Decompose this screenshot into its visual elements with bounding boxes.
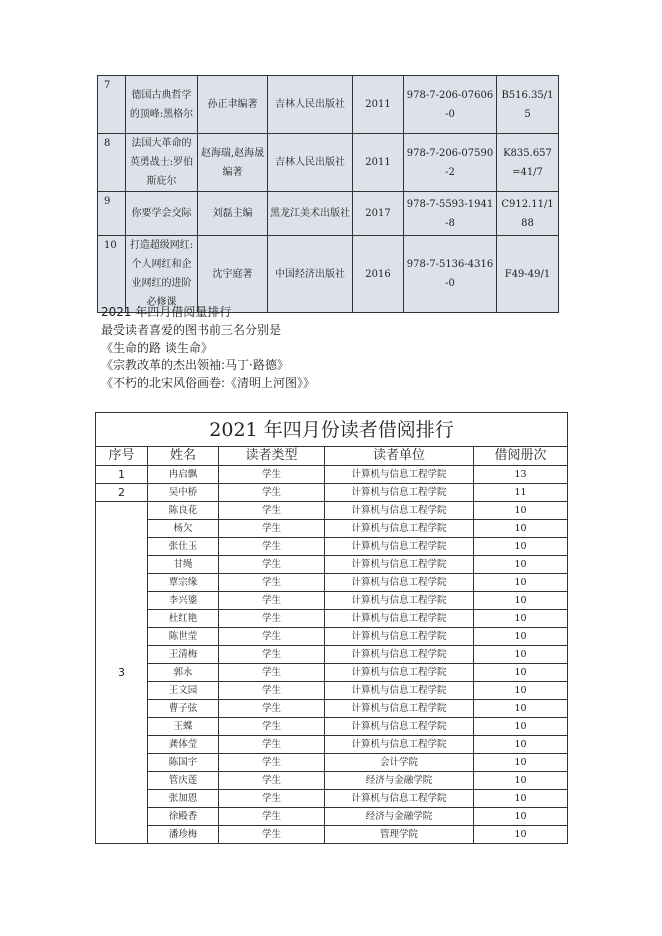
rank-cell: 2	[96, 484, 148, 502]
name-cell: 潘珍梅	[148, 826, 219, 844]
table-row	[96, 772, 568, 790]
reader-type-cell: 学生	[219, 754, 325, 772]
name-cell: 王文园	[148, 682, 219, 700]
borrow-count-cell: 10	[474, 646, 568, 664]
reader-ranking-table	[95, 412, 568, 844]
reader-unit-cell: 计算机与信息工程学院	[325, 520, 474, 538]
reader-type-cell: 学生	[219, 772, 325, 790]
name-cell: 陈良花	[148, 502, 219, 520]
borrow-count-cell: 10	[474, 520, 568, 538]
name-cell: 王清梅	[148, 646, 219, 664]
borrow-count-cell: 10	[474, 718, 568, 736]
table-row	[96, 682, 568, 700]
summary-intro: 最受读者喜爱的图书前三名分别是	[101, 322, 282, 337]
name-cell: 陈国宇	[148, 754, 219, 772]
table-row	[96, 808, 568, 826]
borrow-count-cell: 10	[474, 754, 568, 772]
name-cell: 徐殿香	[148, 808, 219, 826]
header-rank: 序号	[96, 447, 148, 466]
book-call-no: C912.11/188	[497, 192, 559, 236]
borrow-count-cell: 10	[474, 610, 568, 628]
borrow-count-cell: 10	[474, 664, 568, 682]
table-row	[96, 466, 568, 484]
reader-unit-cell: 计算机与信息工程学院	[325, 790, 474, 808]
reader-type-cell: 学生	[219, 664, 325, 682]
table-row	[96, 556, 568, 574]
book-call-no: F49-49/1	[497, 236, 559, 313]
table-row	[96, 484, 568, 502]
rank-cell: 1	[96, 466, 148, 484]
reader-type-cell: 学生	[219, 466, 325, 484]
table-row	[96, 502, 568, 520]
header-reader-type: 读者类型	[219, 447, 325, 466]
top-book-2: 《宗教改革的杰出领袖:马丁·路德》	[101, 358, 289, 373]
reader-type-cell: 学生	[219, 700, 325, 718]
reader-unit-cell: 管理学院	[325, 826, 474, 844]
table-row	[98, 134, 559, 192]
reader-type-cell: 学生	[219, 646, 325, 664]
name-cell: 陈世莹	[148, 628, 219, 646]
table-row	[96, 790, 568, 808]
name-cell: 杜红艳	[148, 610, 219, 628]
name-cell: 张加恩	[148, 790, 219, 808]
book-list-table	[97, 75, 559, 313]
header-reader-unit: 读者单位	[325, 447, 474, 466]
borrow-count-cell: 10	[474, 736, 568, 754]
table-row	[96, 754, 568, 772]
book-title: 德国古典哲学的顶峰:黑格尔	[126, 76, 198, 134]
table-row	[96, 610, 568, 628]
reader-unit-cell: 会计学院	[325, 754, 474, 772]
book-year: 2017	[353, 192, 404, 236]
name-cell: 李兴鎏	[148, 592, 219, 610]
table-row	[98, 192, 559, 236]
reader-type-cell: 学生	[219, 628, 325, 646]
reader-type-cell: 学生	[219, 718, 325, 736]
table-row	[96, 736, 568, 754]
reader-unit-cell: 计算机与信息工程学院	[325, 466, 474, 484]
reader-unit-cell: 计算机与信息工程学院	[325, 484, 474, 502]
book-no: 8	[98, 134, 126, 192]
borrow-count-cell: 10	[474, 772, 568, 790]
borrowing-summary	[101, 304, 315, 393]
book-isbn: 978-7-5136-4316-0	[404, 236, 497, 313]
book-no: 9	[98, 192, 126, 236]
name-cell: 王蝶	[148, 718, 219, 736]
name-cell: 龚体莹	[148, 736, 219, 754]
borrow-count-cell: 10	[474, 700, 568, 718]
reader-unit-cell: 计算机与信息工程学院	[325, 538, 474, 556]
name-cell: 张仕玉	[148, 538, 219, 556]
borrow-count-cell: 10	[474, 628, 568, 646]
book-call-no: K835.657=41/7	[497, 134, 559, 192]
reader-type-cell: 学生	[219, 502, 325, 520]
top-book-3: 《不朽的北宋风俗画卷:《清明上河图》》	[101, 376, 316, 391]
book-publisher: 中国经济出版社	[268, 236, 353, 313]
rank-cell: 3	[96, 502, 148, 844]
book-publisher: 吉林人民出版社	[268, 134, 353, 192]
book-author: 赵海瑞,赵海晟编著	[198, 134, 268, 192]
reader-type-cell: 学生	[219, 736, 325, 754]
borrow-count-cell: 10	[474, 592, 568, 610]
book-no: 7	[98, 76, 126, 134]
reader-unit-cell: 计算机与信息工程学院	[325, 718, 474, 736]
name-cell: 郭永	[148, 664, 219, 682]
book-author: 孙正聿编著	[198, 76, 268, 134]
name-cell: 曹子弦	[148, 700, 219, 718]
table-row	[96, 538, 568, 556]
borrow-count-cell: 11	[474, 484, 568, 502]
reader-unit-cell: 计算机与信息工程学院	[325, 610, 474, 628]
reader-unit-cell: 计算机与信息工程学院	[325, 646, 474, 664]
header-name: 姓名	[148, 447, 219, 466]
header-borrow-count: 借阅册次	[474, 447, 568, 466]
reader-type-cell: 学生	[219, 592, 325, 610]
book-title: 打造超级网红:个人网红和企业网红的进阶必修课	[126, 236, 198, 313]
borrow-count-cell: 10	[474, 556, 568, 574]
borrow-count-cell: 10	[474, 682, 568, 700]
reader-type-cell: 学生	[219, 610, 325, 628]
table-row	[96, 718, 568, 736]
borrow-count-cell: 13	[474, 466, 568, 484]
name-cell: 冉启飘	[148, 466, 219, 484]
reader-type-cell: 学生	[219, 808, 325, 826]
book-title: 法国大革命的英勇战士:罗伯斯庇尔	[126, 134, 198, 192]
book-publisher: 吉林人民出版社	[268, 76, 353, 134]
book-isbn: 978-7-5593-1941-8	[404, 192, 497, 236]
ranking-title: 2021 年四月份读者借阅排行	[96, 413, 568, 447]
borrow-count-cell: 10	[474, 574, 568, 592]
table-row	[98, 236, 559, 313]
name-cell: 管庆莲	[148, 772, 219, 790]
name-cell: 覃宗缘	[148, 574, 219, 592]
reader-unit-cell: 经济与金融学院	[325, 772, 474, 790]
table-row	[96, 700, 568, 718]
reader-type-cell: 学生	[219, 682, 325, 700]
reader-type-cell: 学生	[219, 574, 325, 592]
book-author: 沈宇庭著	[198, 236, 268, 313]
borrow-count-cell: 10	[474, 790, 568, 808]
table-row	[96, 646, 568, 664]
reader-unit-cell: 计算机与信息工程学院	[325, 736, 474, 754]
book-year: 2011	[353, 76, 404, 134]
book-title: 你要学会交际	[126, 192, 198, 236]
reader-type-cell: 学生	[219, 520, 325, 538]
borrow-count-cell: 10	[474, 502, 568, 520]
borrow-count-cell: 10	[474, 538, 568, 556]
name-cell: 杨欠	[148, 520, 219, 538]
table-row	[96, 520, 568, 538]
book-year: 2016	[353, 236, 404, 313]
borrow-count-cell: 10	[474, 808, 568, 826]
book-author: 刘磊主编	[198, 192, 268, 236]
summary-heading: 2021 年四月借阅量排行	[101, 305, 232, 319]
reader-unit-cell: 计算机与信息工程学院	[325, 574, 474, 592]
reader-unit-cell: 经济与金融学院	[325, 808, 474, 826]
book-year: 2011	[353, 134, 404, 192]
reader-unit-cell: 计算机与信息工程学院	[325, 556, 474, 574]
book-isbn: 978-7-206-07590-2	[404, 134, 497, 192]
book-no: 10	[98, 236, 126, 313]
book-publisher: 黑龙江美术出版社	[268, 192, 353, 236]
table-row	[96, 628, 568, 646]
name-cell: 吴中桥	[148, 484, 219, 502]
table-row	[98, 76, 559, 134]
name-cell: 甘绳	[148, 556, 219, 574]
table-row	[96, 664, 568, 682]
table-row	[96, 592, 568, 610]
reader-unit-cell: 计算机与信息工程学院	[325, 502, 474, 520]
book-isbn: 978-7-206-07606-0	[404, 76, 497, 134]
reader-unit-cell: 计算机与信息工程学院	[325, 592, 474, 610]
reader-type-cell: 学生	[219, 826, 325, 844]
reader-type-cell: 学生	[219, 484, 325, 502]
borrow-count-cell: 10	[474, 826, 568, 844]
reader-type-cell: 学生	[219, 538, 325, 556]
reader-type-cell: 学生	[219, 790, 325, 808]
reader-unit-cell: 计算机与信息工程学院	[325, 628, 474, 646]
reader-unit-cell: 计算机与信息工程学院	[325, 664, 474, 682]
reader-unit-cell: 计算机与信息工程学院	[325, 682, 474, 700]
reader-unit-cell: 计算机与信息工程学院	[325, 700, 474, 718]
book-call-no: B516.35/15	[497, 76, 559, 134]
reader-type-cell: 学生	[219, 556, 325, 574]
top-book-1: 《生命的路 谈生命》	[101, 340, 213, 355]
table-row	[96, 826, 568, 844]
table-row	[96, 574, 568, 592]
